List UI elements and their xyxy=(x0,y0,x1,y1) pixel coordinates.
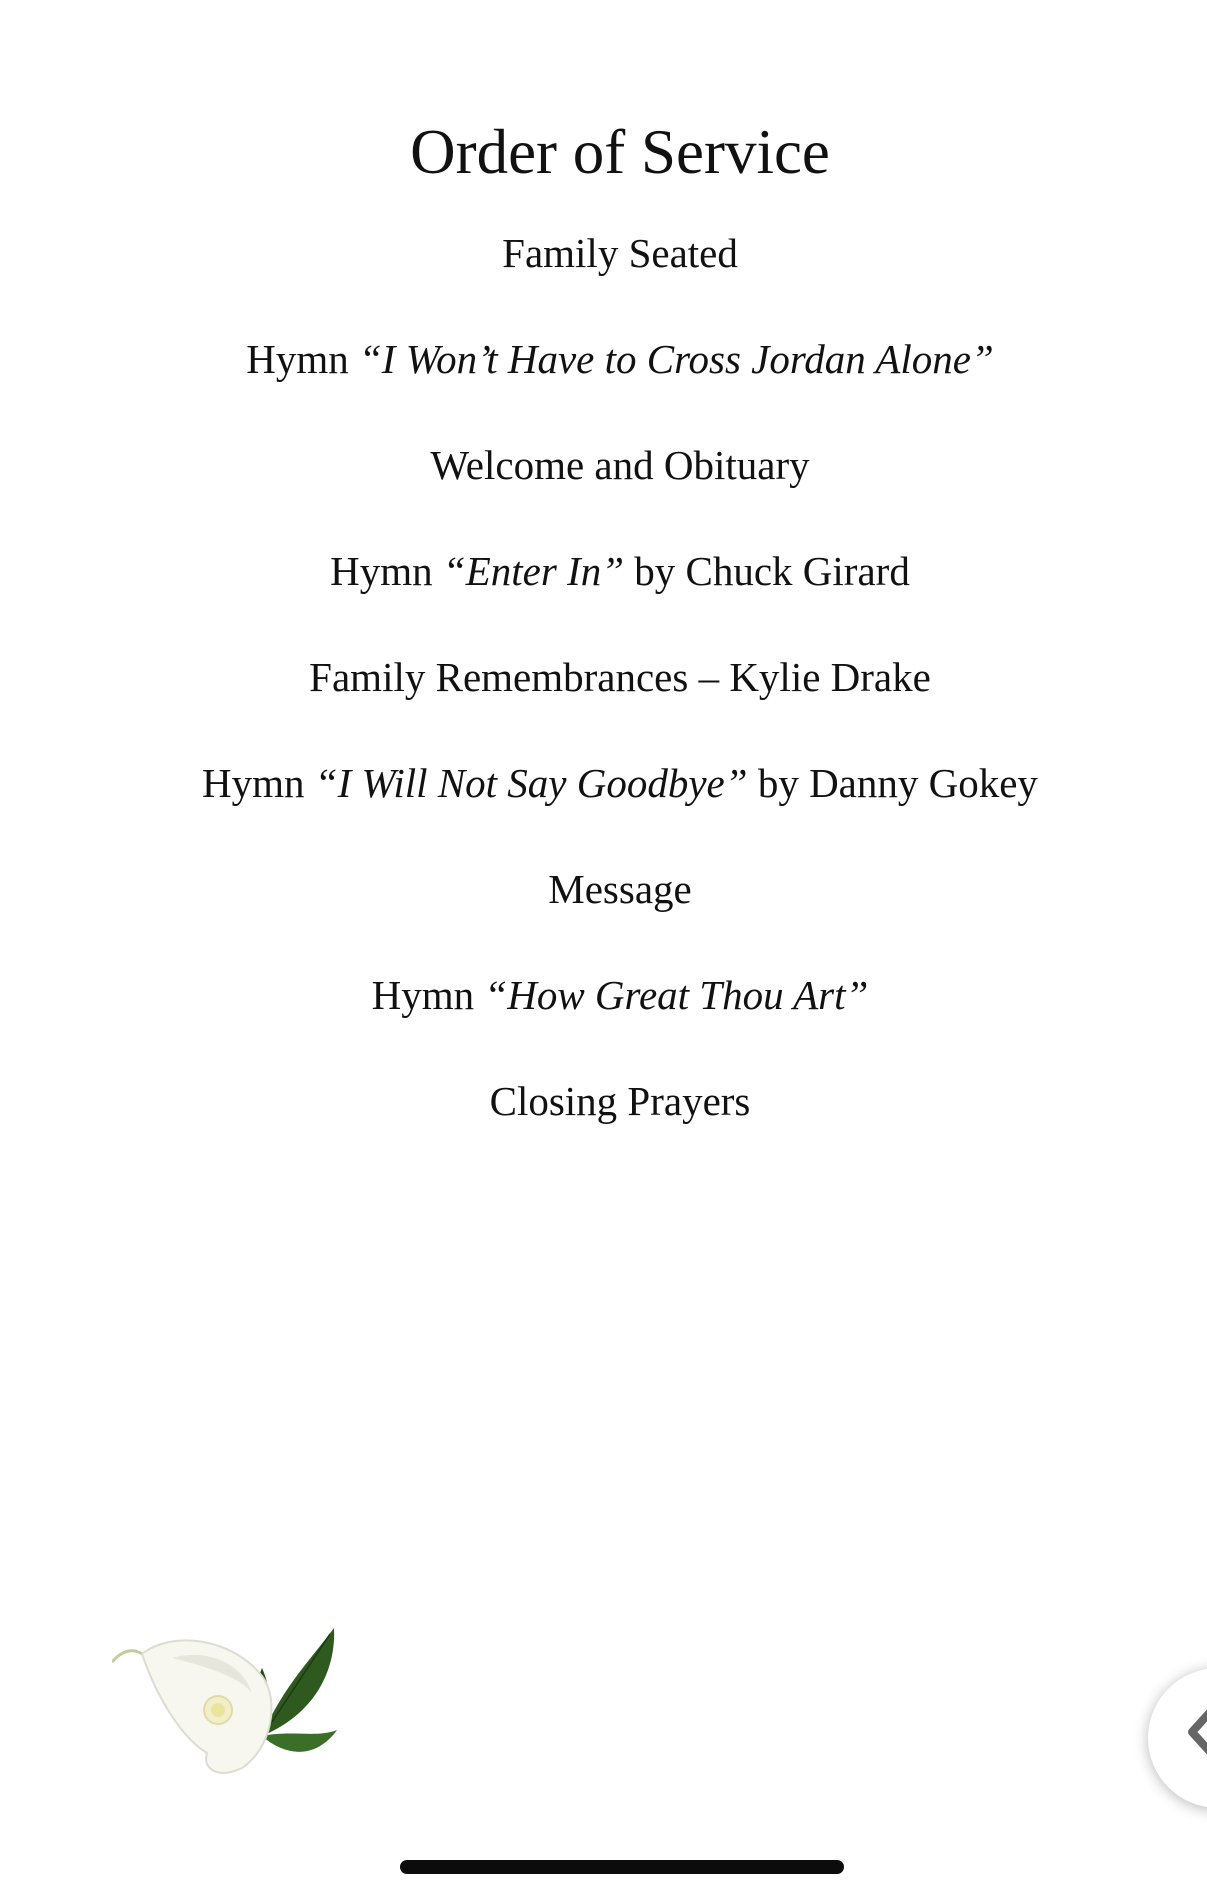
service-item: Hymn “I Won’t Have to Cross Jordan Alone” xyxy=(246,336,994,382)
service-item: Hymn “I Will Not Say Goodbye” by Danny Gokey xyxy=(202,760,1038,806)
service-item: Hymn “How Great Thou Art” xyxy=(371,972,869,1018)
page-title: Order of Service xyxy=(410,117,830,187)
service-item: Message xyxy=(548,866,692,912)
home-indicator[interactable] xyxy=(400,1860,844,1874)
scroll-button[interactable] xyxy=(1148,1668,1207,1808)
service-item: Family Remembrances – Kylie Drake xyxy=(309,654,931,700)
service-item: Family Seated xyxy=(502,230,738,276)
calla-lily-icon xyxy=(112,1618,342,1778)
service-item: Closing Prayers xyxy=(489,1078,751,1124)
service-item: Welcome and Obituary xyxy=(430,442,810,488)
service-item: Hymn “Enter In” by Chuck Girard xyxy=(330,548,910,594)
service-list xyxy=(0,226,1207,1180)
chevron-icon xyxy=(1182,1704,1207,1774)
